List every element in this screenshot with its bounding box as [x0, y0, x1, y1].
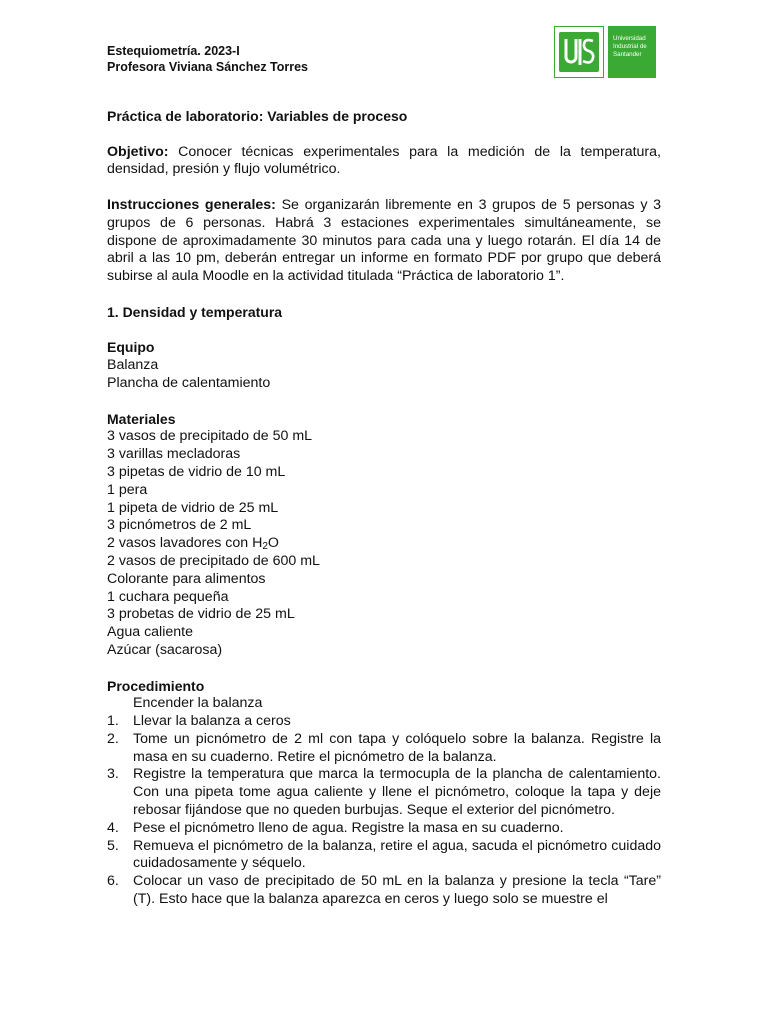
materials-heading: Materiales	[107, 410, 176, 427]
material-text: O	[267, 535, 279, 552]
page-title: Práctica de laboratorio: Variables de proceso	[107, 108, 408, 124]
teacher-name: Profesora Viviana Sánchez Torres	[107, 60, 309, 74]
equipment-item: Plancha de calentamiento	[107, 374, 271, 391]
header	[107, 43, 308, 75]
list-item	[107, 820, 661, 838]
procedure-intro: Encender la balanza	[133, 695, 263, 712]
material-item: 3 pipetas de vidrio de 10 mL	[107, 463, 286, 480]
material-item: Agua caliente	[107, 624, 193, 641]
material-item: 1 pipeta de vidrio de 25 mL	[107, 499, 279, 516]
university-logo	[554, 26, 656, 78]
material-item: 3 probetas de vidrio de 25 mL	[107, 606, 295, 623]
procedure-list	[107, 713, 661, 909]
material-item: 3 picnómetros de 2 mL	[107, 517, 252, 534]
list-item	[107, 713, 661, 731]
material-item: Azúcar (sacarosa)	[107, 641, 223, 658]
material-item: 1 cuchara pequeña	[107, 588, 229, 605]
material-text: 2 vasos lavadores con H	[107, 535, 263, 552]
step-number: 6.	[107, 873, 119, 890]
step-text: Colocar un vaso de precipitado de 50 mL en la balanza y presione la tecla “Tare” (T). Esto hace que la balanza aparezca en ceros y luego solo se muestre el	[133, 873, 661, 908]
section-heading: 1. Densidad y temperatura	[107, 303, 283, 320]
step-number: 2.	[107, 730, 119, 747]
step-number: 5.	[107, 837, 119, 854]
objective-label: Objetivo:	[107, 143, 169, 160]
equipment-heading: Equipo	[107, 339, 155, 356]
course-title: Estequiometría. 2023-I	[107, 44, 240, 58]
step-text: Tome un picnómetro de 2 ml con tapa y colóquelo sobre la balanza. Registre la masa en su cuaderno. Retire el picnómetro de la balanza.	[133, 730, 661, 765]
logo-text-line: Santander	[613, 51, 642, 58]
instructions-text: Se organizarán libremente en 3 grupos de 5 personas y 3 grupos de 6 personas. Habrá 3 estaciones experimentales simultáneamente, se dispone de aproximadamente 30 minutos para cada una y luego rotarán. El día 14 de abril a las 10 pm, deberán entregar un informe en formato PDF por grupo que deberá subirse al aula Moodle en la actividad titulada “Práctica de laboratorio 1”.	[107, 196, 661, 285]
step-number: 4.	[107, 819, 119, 836]
list-item	[107, 873, 661, 909]
list-item	[107, 731, 661, 767]
procedure-heading: Procedimiento	[107, 677, 205, 694]
material-item: Colorante para alimentos	[107, 570, 266, 587]
logo-mark	[554, 26, 604, 78]
uis-mark-icon	[559, 32, 599, 72]
material-item: 3 varillas mecladoras	[107, 446, 241, 463]
logo-text-line: Universidad	[613, 35, 646, 42]
document-body	[107, 108, 661, 909]
material-item: 2 vasos de precipitado de 600 mL	[107, 552, 320, 569]
step-text: Remueva el picnómetro de la balanza, retire el agua, sacuda el picnómetro cuidado cuidadosamente y séquelo.	[133, 837, 661, 872]
step-number: 3.	[107, 766, 119, 783]
step-text: Registre la temperatura que marca la termocupla de la plancha de calentamiento. Con una pipeta tome agua caliente y llene el picnómetro, coloque la tapa y deje rebosar fijándose que no queden burbujas. Seque el exterior del picnómetro.	[133, 766, 661, 819]
instructions-label: Instrucciones generales:	[107, 196, 276, 213]
material-item: 3 vasos de precipitado de 50 mL	[107, 428, 313, 445]
list-item	[107, 838, 661, 874]
step-text: Llevar la balanza a ceros	[133, 713, 291, 730]
step-number: 1.	[107, 713, 119, 730]
subscript: 2	[262, 541, 268, 553]
step-text: Pese el picnómetro lleno de agua. Registre la masa en su cuaderno.	[133, 819, 564, 836]
equipment-item: Balanza	[107, 357, 159, 374]
objective-paragraph	[107, 144, 661, 180]
list-item	[107, 766, 661, 819]
logo-text	[608, 26, 656, 78]
objective-text: Conocer técnicas experimentales para la medición de la temperatura, densidad, presión y flujo volumétrico.	[107, 143, 661, 178]
instructions-paragraph	[107, 197, 661, 286]
material-item	[107, 535, 661, 553]
material-item: 1 pera	[107, 481, 148, 498]
logo-text-line: Industrial de	[613, 43, 647, 50]
